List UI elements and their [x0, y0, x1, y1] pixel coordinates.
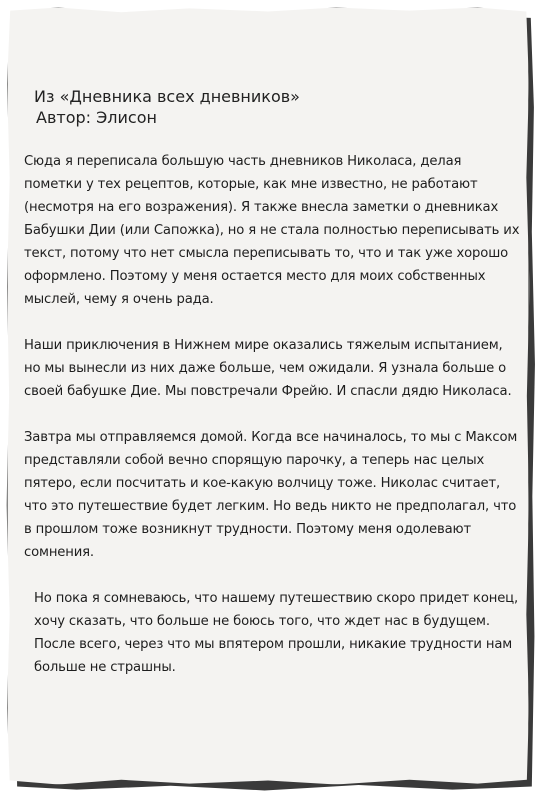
diary-header [34, 86, 494, 128]
diary-body [24, 150, 520, 702]
diary-title: Из «Дневника всех дневников» [34, 87, 300, 106]
paragraph-4: Но пока я сомневаюсь, что нашему путешествию скоро придет конец, хочу сказать, что больше не боюсь того, что ждет нас в будущем. После всего, через что мы впятером прошли, никакие трудности нам больше не страшны. [34, 591, 519, 675]
paragraph-2: Наши приключения в Нижнем мире оказались тяжелым испытанием, но мы вынесли из них даже больше, чем ожидали. Я узнала больше о своей бабушке Дие. Мы повстречали Фрейю. И спасли дядю Николаса. [24, 338, 512, 399]
paragraph-1: Сюда я переписала большую часть дневников Николаса, делая пометки у тех рецептов, которые, как мне известно, не работают (несмотря на его возражения). Я также внесла заметки о дневниках Бабушки Дии (или Сапожка), но я не стала полностью переписывать их текст, потому что нет смысла переписывать то, что и так уже хорошо оформлено. Поэтому у меня остается место для моих собственных мыслей, чему я очень рада. [24, 154, 520, 307]
diary-author: Автор: Элисон [36, 108, 157, 127]
paragraph-3: Завтра мы отправляемся домой. Когда все начиналось, то мы с Максом представляли собой вечно спорящую парочку, а теперь нас целых пятеро, если посчитать и кое-какую волчицу тоже. Николас считает, что это путешествие будет легким. Но ведь никто не предполагал, что в прошлом тоже возникнут трудности. Поэтому меня одолевают сомнения. [24, 430, 518, 560]
